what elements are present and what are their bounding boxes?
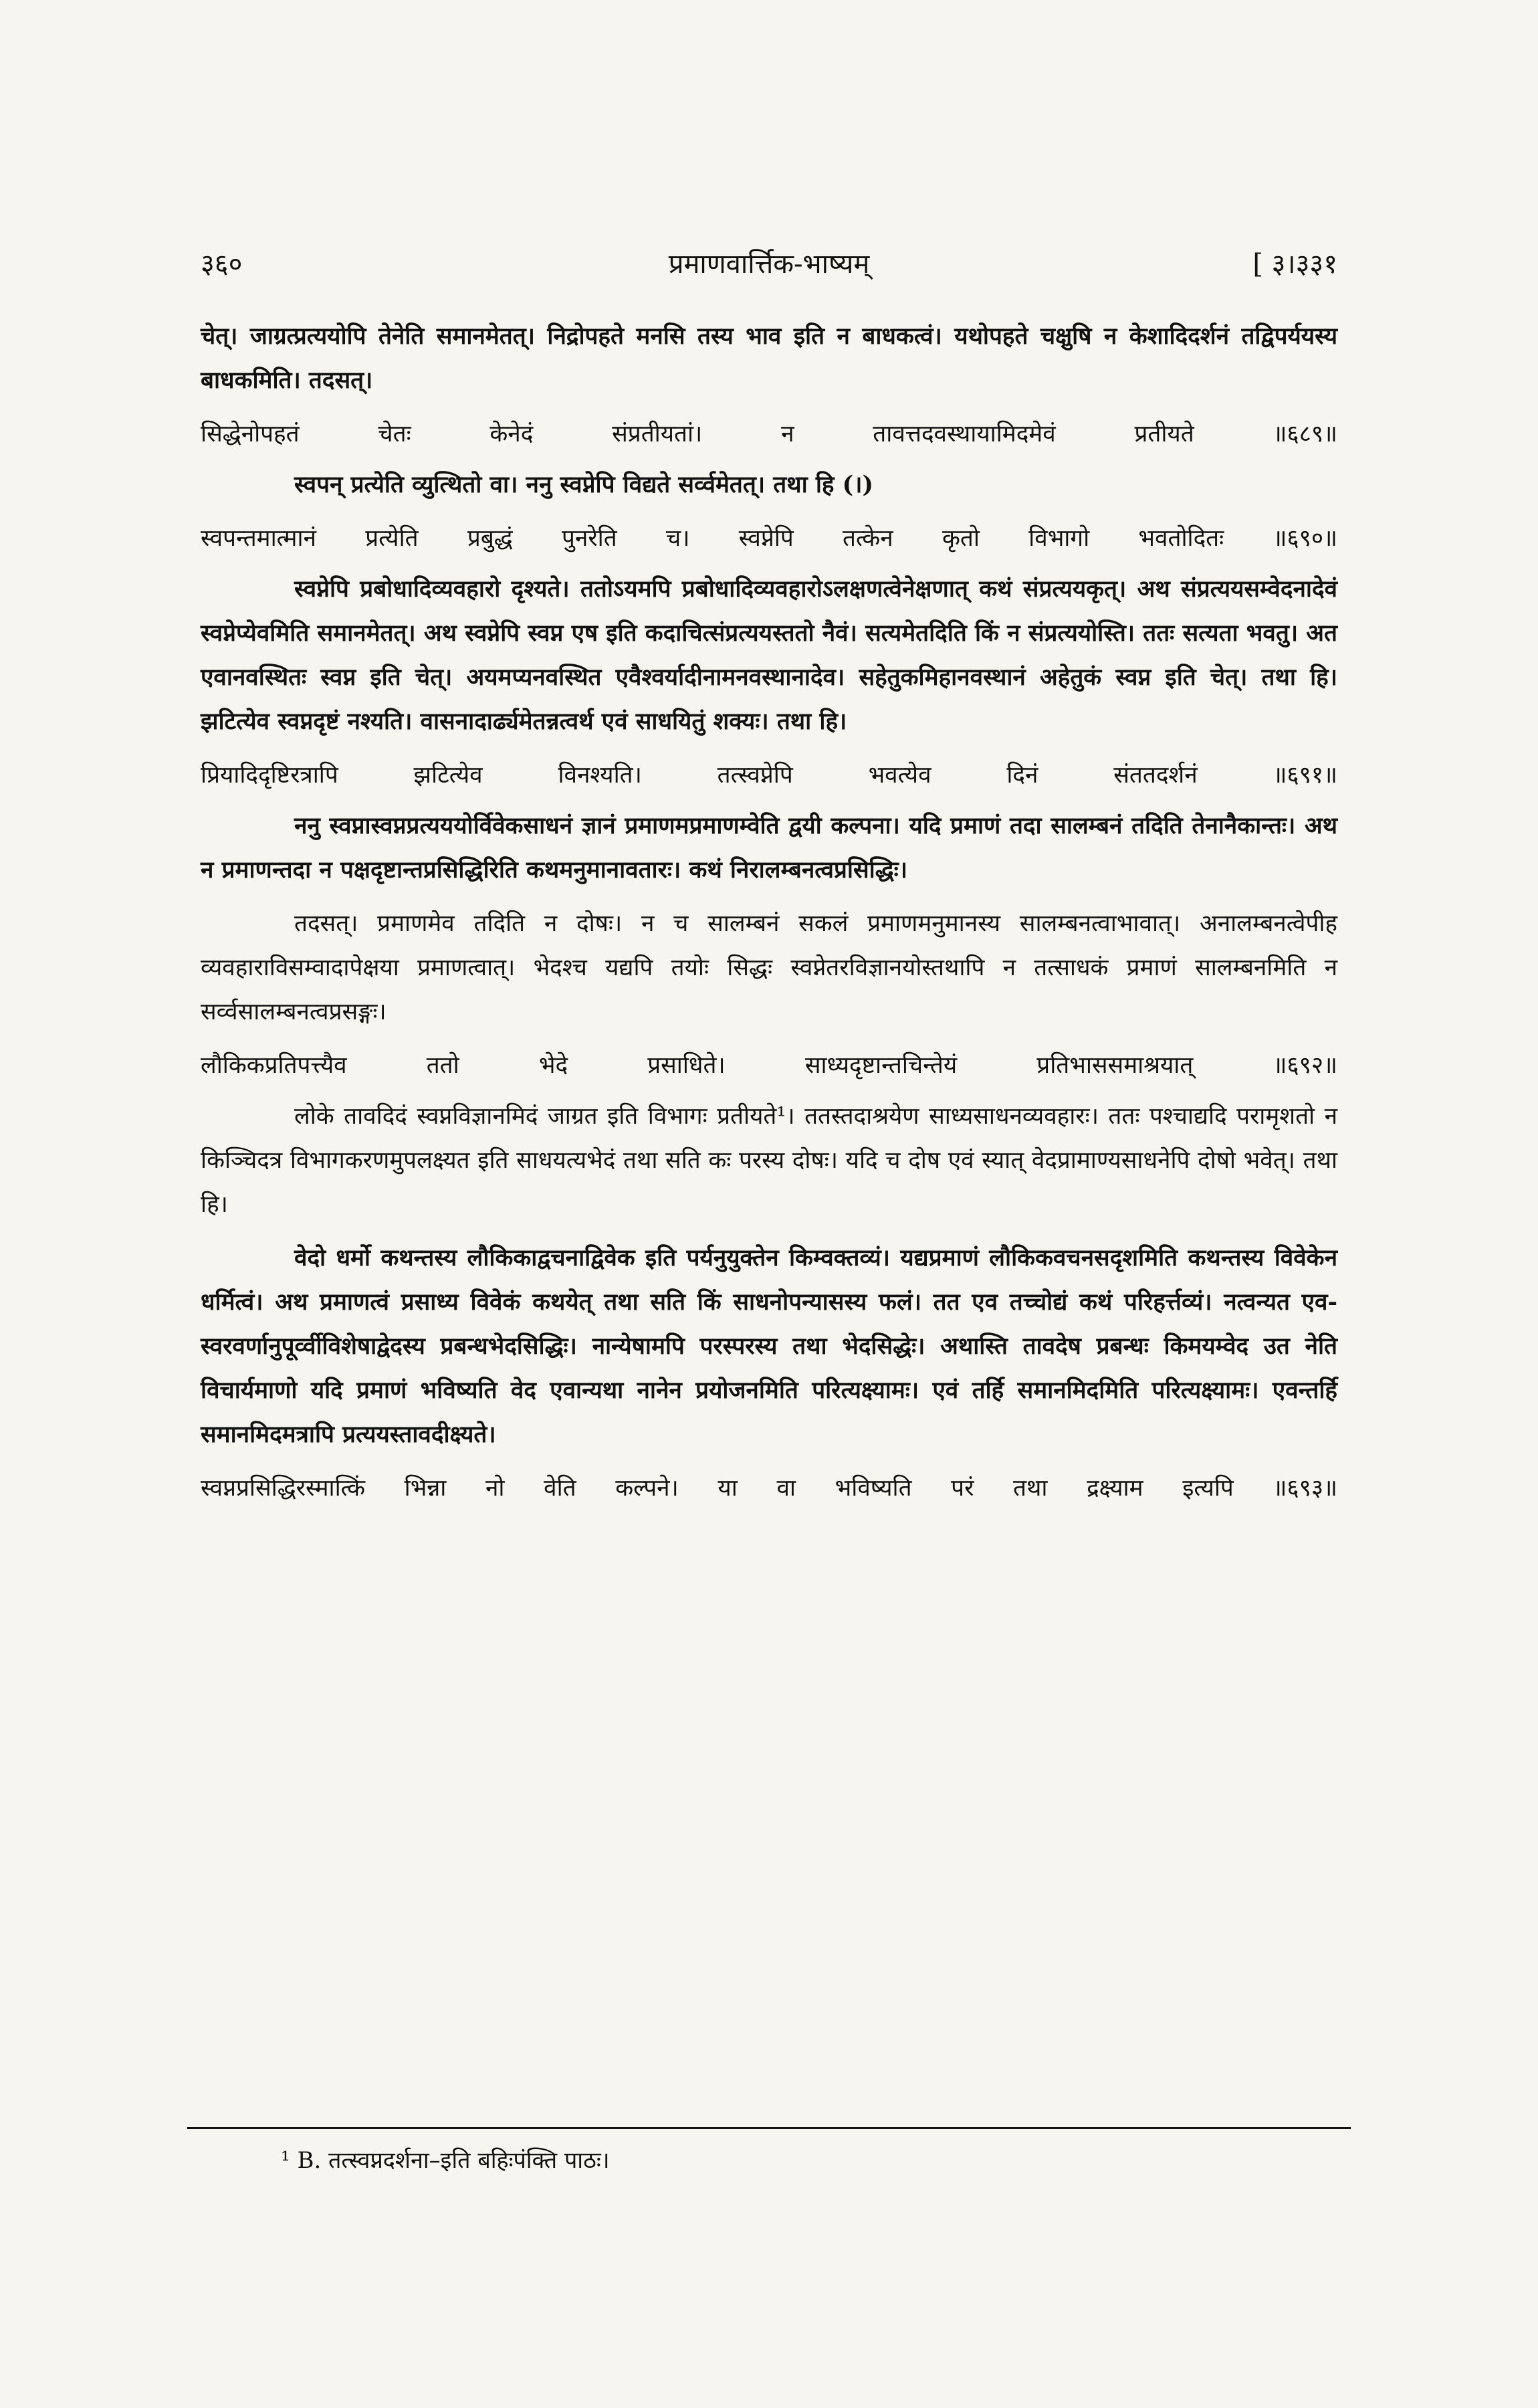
prose-paragraph: तदसत्। प्रमाणमेव तदिति न दोषः। न च सालम्बनं सकलं प्रमाणमनुमानस्य सालम्बनत्वाभावात्। अनालम्बनत्वेपीह व्यवहाराविसम्वादापेक्षया प्रमाणत्वात्। भेदश्च यद्यपि तयोः सिद्धः स्वप्नेतरविज्ञानयोस्तथापि न तत्साधकं प्रमाणं सालम्बनमिति न सर्व्वसालम्बनत्वप्रसङ्गः। (201, 910, 1337, 1025)
footnote-marker: ¹ (281, 2147, 290, 2174)
section-reference: [ ३।३३१ (1252, 249, 1337, 280)
footnote-divider (187, 2127, 1351, 2129)
footnote (281, 2140, 610, 2181)
verse-line: लौकिकप्रतिपत्त्यैव ततो भेदे प्रसाधिते। साध्यदृष्टान्तचिन्तेयं प्रतिभाससमाश्रयात् ॥६९२॥ (201, 1052, 1337, 1079)
prose-paragraph: ननु स्वप्नास्वप्नप्रत्यययोर्विवेकसाधनं ज्ञानं प्रमाणमप्रमाणम्वेति द्वयी कल्पना। यदि प्रमाणं तदा सालम्बनं तदिति तेनानैकान्तः। अथ न प्रमाणन्तदा न पक्षदृष्टान्तप्रसिद्धिरिति कथमनुमानावतारः। कथं निरालम्बनत्वप्रसिद्धिः। (201, 812, 1337, 884)
verse-line: सिद्धेनोपहतं चेतः केनेदं संप्रतीयतां। न तावत्तदवस्थायामिदमेवं प्रतीयते ॥६८९॥ (201, 421, 1337, 447)
verse-line: स्वपन्तमात्मानं प्रत्येति प्रबुद्धं पुनरेति च। स्वप्नेपि तत्केन कृतो विभागो भवतोदितः ॥६९०॥ (201, 525, 1337, 552)
page-body (201, 314, 1337, 1517)
prose-paragraph: चेत्। जाग्रत्प्रत्ययोपि तेनेति समानमेतत्। निद्रोपहते मनसि तस्य भाव इति न बाधकत्वं। यथोपहते चक्षुषि न केशादिदर्शनं तद्विपर्ययस्य बाधकमिति। तदसत्। (201, 322, 1337, 394)
prose-paragraph: लोके तावदिदं स्वप्नविज्ञानमिदं जाग्रत इति विभागः प्रतीयते¹। ततस्तदाश्रयेण साध्यसाधनव्यवहारः। ततः पश्चाद्यदि परामृशतो न किञ्चिदत्र विभागकरणमुपलक्ष्यत इति साधयत्यभेदं तथा सति कः परस्य दोषः। यदि च दोष एवं स्यात् वेदप्रामाण्यसाधनेपि दोषो भवेत्। तथा हि। (201, 1103, 1337, 1218)
page-header (201, 244, 1337, 291)
prose-paragraph: स्वप्नेपि प्रबोधादिव्यवहारो दृश्यते। ततोऽयमपि प्रबोधादिव्यवहारोऽलक्षणत्वेनेक्षणात् कथं संप्रत्ययकृत्। अथ संप्रत्ययसम्वेदनादेवं स्वप्नेप्येवमिति समानमेतत्। अथ स्वप्नेपि स्वप्न एष इति कदाचित्संप्रत्ययस्ततो नैवं। सत्यमेतदिति किं न संप्रत्ययोस्ति। ततः सत्यता भवतु। अत एवानवस्थितः स्वप्न इति चेत्। अयमप्यनवस्थित एवैश्वर्यादीनामनवस्थानादेव। सहेतुकमिहानवस्थानं अहेतुकं स्वप्न इति चेत्। तथा हि। झटित्येव स्वप्नदृष्टं नश्यति। वासनादार्ढ्यमेतन्नत्वर्थ एवं साधयितुं शक्यः। तथा हि। (201, 575, 1337, 735)
running-title: प्रमाणवार्त्तिक-भाष्यम् (668, 249, 870, 280)
prose-paragraph: स्वपन् प्रत्येति व्युत्थितो वा। ननु स्वप्नेपि विद्यते सर्व्वमेतत्। तथा हि (।) (294, 471, 874, 498)
verse-line: प्रियादिदृष्टिरत्रापि झटित्येव विनश्यति। तत्स्वप्नेपि भवत्येव दिनं संततदर्शनं ॥६९१॥ (201, 762, 1337, 789)
page-number: ३६० (201, 249, 243, 280)
prose-paragraph: वेदो धर्मो कथन्तस्य लौकिकाद्वचनाद्विवेक इति पर्यनुयुक्तेन किम्वक्तव्यं। यद्यप्रमाणं लौकिकवचनसदृशमिति कथन्तस्य विवेकेन धर्मित्वं। अथ प्रमाणत्वं प्रसाध्य विवेकं कथयेत् तथा सति किं साधनोपन्यासस्य फलं। तत एव तच्चोद्यं कथं परिहर्त्तव्यं। नत्वन्यत एव-स्वरवर्णानुपूर्व्वीविशेषाद्वेदस्य प्रबन्धभेदसिद्धिः। नान्येषामपि परस्परस्य तथा भेदसिद्धेः। अथास्ति तावदेष प्रबन्धः किमयम्वेद उत नेति विचार्यमाणो यदि प्रमाणं भविष्यति वेद एवान्यथा नानेन प्रयोजनमिति परित्यक्ष्यामः। एवं तर्हि समानमिदमिति परित्यक्ष्यामः। एवन्तर्हि समानमिदमत्रापि प्रत्ययस्तावदीक्ष्यते। (201, 1244, 1337, 1448)
verse-line: स्वप्नप्रसिद्धिरस्मात्किं भिन्ना नो वेति कल्पने। या वा भविष्यति परं तथा द्रक्ष्याम इत्यपि ॥६९३॥ (201, 1475, 1337, 1502)
footnote-text: B. तत्स्वप्नदर्शना–इति बहिःपंक्ति पाठः। (297, 2147, 610, 2174)
